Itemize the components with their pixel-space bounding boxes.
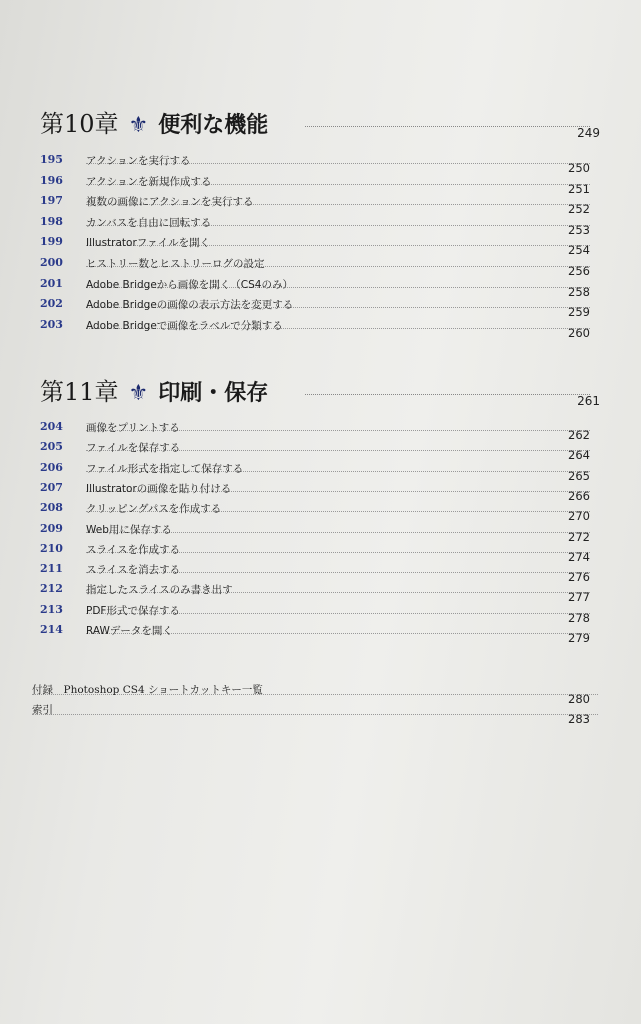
index-label: 索引: [32, 704, 53, 716]
entry-number: 210: [40, 541, 63, 555]
appendix-page-number: 280: [568, 692, 590, 706]
entry-number: 204: [40, 420, 63, 433]
entry-label: ヒストリー数とヒストリーログの設定: [86, 258, 265, 270]
entry-number: 213: [40, 602, 63, 616]
entry-number: 203: [40, 317, 63, 331]
toc-entry: [40, 277, 600, 297]
entry-page-number: 250: [568, 161, 590, 175]
dotted-leader: [305, 126, 590, 127]
toc-entry: [40, 256, 600, 276]
chapter-title: [40, 372, 268, 407]
toc-entry: [40, 461, 600, 481]
chapter-10-heading: [40, 104, 600, 144]
entry-number: 202: [40, 297, 63, 311]
entry-label: Web用に保存する: [86, 523, 172, 536]
toc-entry: [40, 522, 600, 542]
entry-number: 201: [40, 276, 63, 290]
entry-page-number: 254: [568, 243, 590, 258]
toc-entry: [40, 153, 600, 173]
entry-label: アクションを実行する: [86, 155, 191, 167]
entry-page-number: 256: [568, 264, 590, 278]
dotted-leader: [32, 714, 598, 715]
entry-label: クリッピングパスを作成する: [86, 503, 222, 516]
entry-label: 複数の画像にアクションを実行する: [86, 196, 254, 209]
chapter-number: 第10章: [40, 110, 119, 138]
entry-label: ファイル形式を指定して保存する: [86, 462, 244, 475]
entry-page-number: 272: [568, 529, 590, 544]
entry-page-number: 253: [568, 222, 590, 237]
entry-page-number: 259: [568, 305, 590, 320]
toc-entry: [40, 542, 600, 562]
toc-entry: [40, 318, 600, 338]
entry-number: 207: [40, 480, 63, 494]
entry-number: 196: [40, 173, 63, 187]
entry-label: カンバスを自由に回転する: [86, 216, 212, 229]
entry-number: 199: [40, 235, 63, 249]
entry-page-number: 262: [568, 428, 590, 442]
toc-entry: [40, 297, 600, 320]
entry-label: 指定したスライスのみ書き出す: [86, 584, 233, 597]
toc-entry: [40, 174, 600, 194]
entry-label: Illustratorの画像を貼り付ける: [86, 482, 232, 495]
entry-label: ファイルを保存する: [86, 442, 181, 455]
fleur-de-lis-icon: ⚜: [128, 113, 149, 138]
entry-page-number: 264: [568, 448, 590, 463]
index-page-number: 283: [568, 712, 590, 726]
entry-label: アクションを新規作成する: [86, 175, 212, 188]
entry-page-number: 276: [568, 570, 590, 585]
entry-number: 200: [40, 256, 63, 269]
entry-label: スライスを消去する: [86, 564, 181, 577]
entry-page-number: 274: [568, 549, 590, 564]
toc-entry: [40, 501, 600, 524]
appendix-label: 付録 Photoshop CS4 ショートカットキー一覧: [32, 684, 263, 696]
chapter-page-number: 249: [577, 126, 600, 140]
entry-number: 208: [40, 501, 63, 515]
entry-number: 198: [40, 214, 63, 228]
entry-number: 211: [40, 562, 63, 576]
entry-number: 214: [40, 623, 63, 636]
toc-entry: [40, 215, 600, 235]
entry-label: Adobe Bridgeで画像をラベルで分類する: [86, 319, 283, 332]
dotted-leader: [305, 394, 590, 395]
toc-entry: [40, 603, 600, 623]
toc-entry: [40, 440, 600, 463]
entry-page-number: 251: [568, 181, 590, 196]
entry-page-number: 277: [568, 590, 590, 605]
entry-number: 209: [40, 521, 63, 535]
fleur-de-lis-icon: ⚜: [128, 381, 149, 406]
entry-number: 212: [40, 582, 63, 596]
entry-page-number: 279: [568, 631, 590, 645]
toc-entry: [40, 194, 600, 217]
index-entry: [32, 702, 598, 726]
entry-page-number: 265: [568, 468, 590, 483]
appendix-entry: [32, 682, 598, 706]
chapter-number: 第11章: [40, 378, 119, 406]
entry-page-number: 252: [568, 202, 590, 217]
entry-number: 195: [40, 153, 63, 166]
toc-entry: [40, 582, 600, 605]
entry-page-number: 260: [568, 325, 590, 340]
chapter-11-heading: [40, 372, 600, 412]
chapter-page-number: 261: [577, 394, 600, 408]
chapter-name: 印刷・保存: [158, 381, 269, 406]
toc-entry: [40, 623, 600, 643]
entry-label: Adobe Bridgeから画像を開く（CS4のみ）: [86, 278, 293, 291]
toc-entry: [40, 481, 600, 501]
entry-page-number: 266: [568, 488, 590, 503]
entry-label: スライスを作成する: [86, 543, 181, 556]
entry-number: 205: [40, 440, 63, 454]
entry-label: 画像をプリントする: [86, 422, 180, 434]
entry-label: RAWデータを開く: [86, 625, 173, 637]
entry-label: Illustratorファイルを開く: [86, 237, 211, 250]
toc-entry: [40, 235, 600, 258]
entry-page-number: 278: [568, 610, 590, 625]
entry-number: 206: [40, 460, 63, 474]
entry-page-number: 258: [568, 284, 590, 299]
toc-entry: [40, 562, 600, 585]
toc-entry: [40, 420, 600, 440]
entry-label: Adobe Bridgeの画像の表示方法を変更する: [86, 299, 294, 312]
chapter-title: [40, 104, 268, 139]
chapter-name: 便利な機能: [158, 113, 269, 138]
entry-number: 197: [40, 194, 63, 208]
entry-page-number: 270: [568, 509, 590, 524]
entry-label: PDF形式で保存する: [86, 604, 180, 617]
